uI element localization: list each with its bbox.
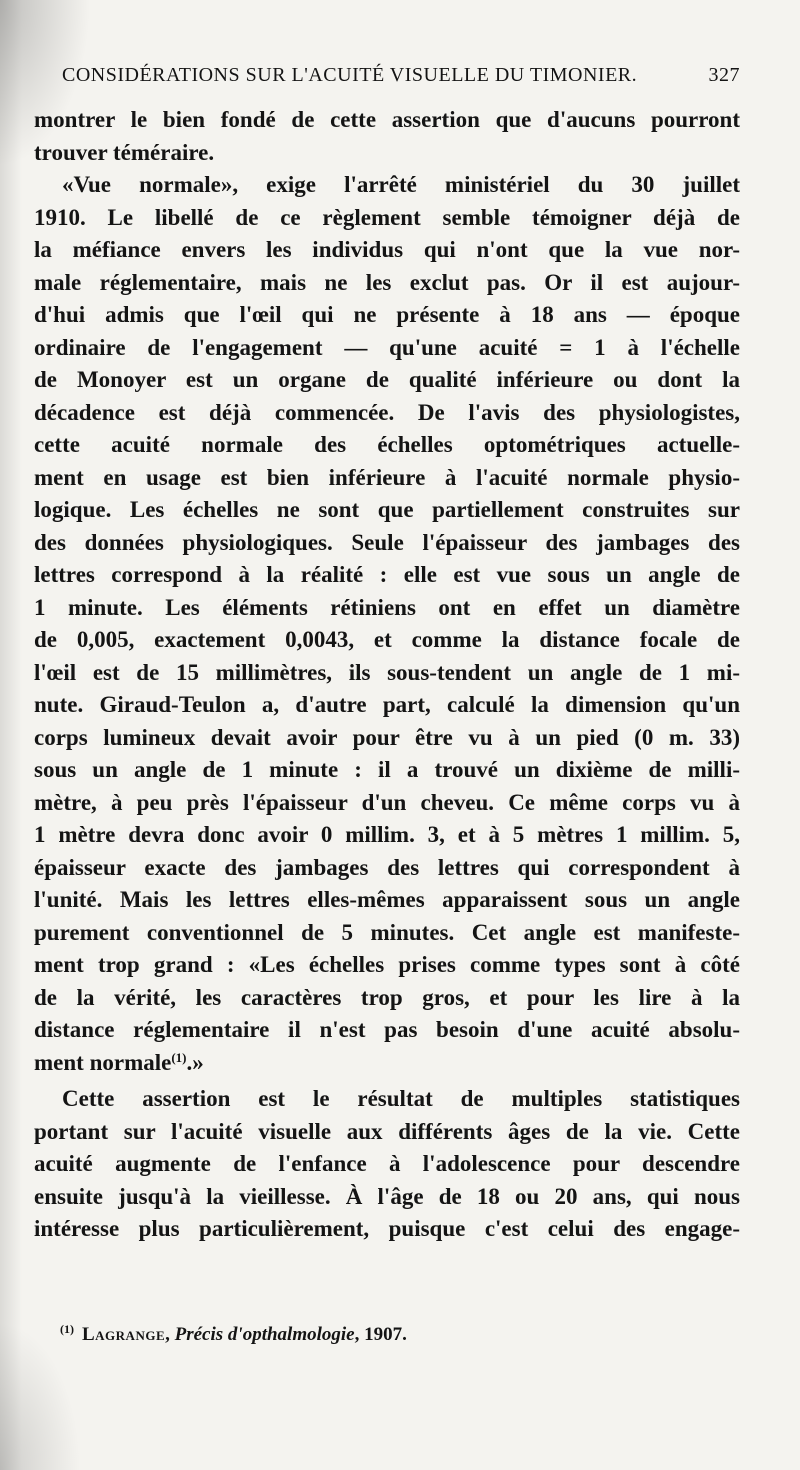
text-line: nute. Giraud-Teulon a, d'autre part, calculé la dimension qu'un	[34, 692, 740, 717]
text-line: cette acuité normale des échelles optométriques actuelle-	[34, 432, 740, 457]
text-line: épaisseur exacte des jambages des lettres qui correspondent à	[34, 854, 740, 880]
text-line: 1910. Le libellé de ce règlement semble témoigner déjà de	[34, 204, 740, 230]
text-line: logique. Les échelles ne sont que partiellement construites sur	[34, 497, 740, 522]
text-line: acuité augmente de l'enfance à l'adolescence pour descendre	[34, 1151, 740, 1176]
text-line: male réglementaire, mais ne les exclut pas. Or il est aujour-	[34, 269, 740, 295]
text-line: des données physiologiques. Seule l'épaisseur des jambages des	[34, 529, 740, 555]
text-line: ensuite jusqu'à la vieillesse. À l'âge de 18 ou 20 ans, qui nous	[34, 1183, 740, 1209]
text-line: l'unité. Mais les lettres elles-mêmes apparaissent sous un angle	[34, 887, 740, 912]
text-line: corps lumineux devait avoir pour être vu à un pied (0 m. 33)	[34, 724, 740, 750]
text-line: de la vérité, les caractères trop gros, et pour les lire à la	[34, 984, 740, 1010]
text-line: l'œil est de 15 millimètres, ils sous-tendent un angle de 1 mi-	[34, 659, 740, 685]
footnote: $^{(1)}$ Lagrange, Précis d'opthalmologie, 1907.	[60, 1322, 407, 1345]
text-line: ment en usage est bien inférieure à l'acuité normale physio-	[34, 464, 740, 490]
text-line: lettres correspond à la réalité : elle est vue sous un angle de	[34, 562, 740, 587]
text-line: de Monoyer est un organe de qualité inférieure ou dont la	[34, 367, 740, 392]
text-line: d'hui admis que l'œil qui ne présente à 18 ans — époque	[34, 302, 740, 327]
quote-close: .»	[186, 1049, 204, 1075]
running-head	[62, 62, 740, 88]
text-line: mètre, à peu près l'épaisseur d'un cheveu. Ce même corps vu à	[34, 789, 740, 815]
footnote-title: Précis d'opthalmologie	[174, 1324, 355, 1345]
footnote-reference: (1)	[171, 1049, 187, 1065]
page-number: 327	[708, 64, 740, 86]
text-line: distance réglementaire il n'est pas besoin d'une acuité absolu-	[34, 1017, 740, 1042]
text-line: ment trop grand : «Les échelles prises comme types sont à côté	[34, 952, 740, 977]
text-line: portant sur l'acuité visuelle aux différents âges de la vie. Cette	[34, 1118, 740, 1144]
running-title: CONSIDÉRATIONS SUR L'ACUITÉ VISUELLE DU TIMONIER.	[62, 64, 638, 86]
text-line: Cette assertion est le résultat de multiples statistiques	[62, 1086, 740, 1111]
footnote-year: 1907.	[364, 1324, 407, 1345]
body-text	[34, 104, 740, 1246]
text-line-last-of-quote	[34, 1047, 740, 1080]
text-line: 1 mètre devra donc avoir 0 millim. 3, et à 5 mètres 1 millim. 5,	[34, 822, 740, 847]
text-line: décadence est déjà commencée. De l'avis des physiologistes,	[34, 399, 740, 425]
text-line: trouver téméraire.	[34, 139, 215, 165]
text-line: intéresse plus particulièrement, puisque c'est celui des engage-	[34, 1216, 740, 1241]
text-line: ordinaire de l'engagement — qu'une acuité = 1 à l'échelle	[34, 334, 740, 360]
footnote-author: Lagrange	[82, 1324, 166, 1345]
text-line: purement conventionnel de 5 minutes. Cet angle est manifeste-	[34, 919, 740, 945]
text-line: de 0,005, exactement 0,0043, et comme la distance focale de	[34, 627, 740, 652]
text-line: montrer le bien fondé de cette assertion que d'aucuns pourront	[34, 107, 740, 132]
text-fragment: ment normale	[34, 1049, 172, 1075]
footnote-marker: (1)	[60, 1322, 74, 1336]
text-line: «Vue normale», exige l'arrêté ministériel du 30 juillet	[62, 172, 740, 197]
text-line: sous un angle de 1 minute : il a trouvé un dixième de milli-	[34, 757, 740, 782]
text-line: 1 minute. Les éléments rétiniens ont en effet un diamètre	[34, 594, 740, 620]
text-line: la méfiance envers les individus qui n'ont que la vue nor-	[34, 237, 740, 262]
